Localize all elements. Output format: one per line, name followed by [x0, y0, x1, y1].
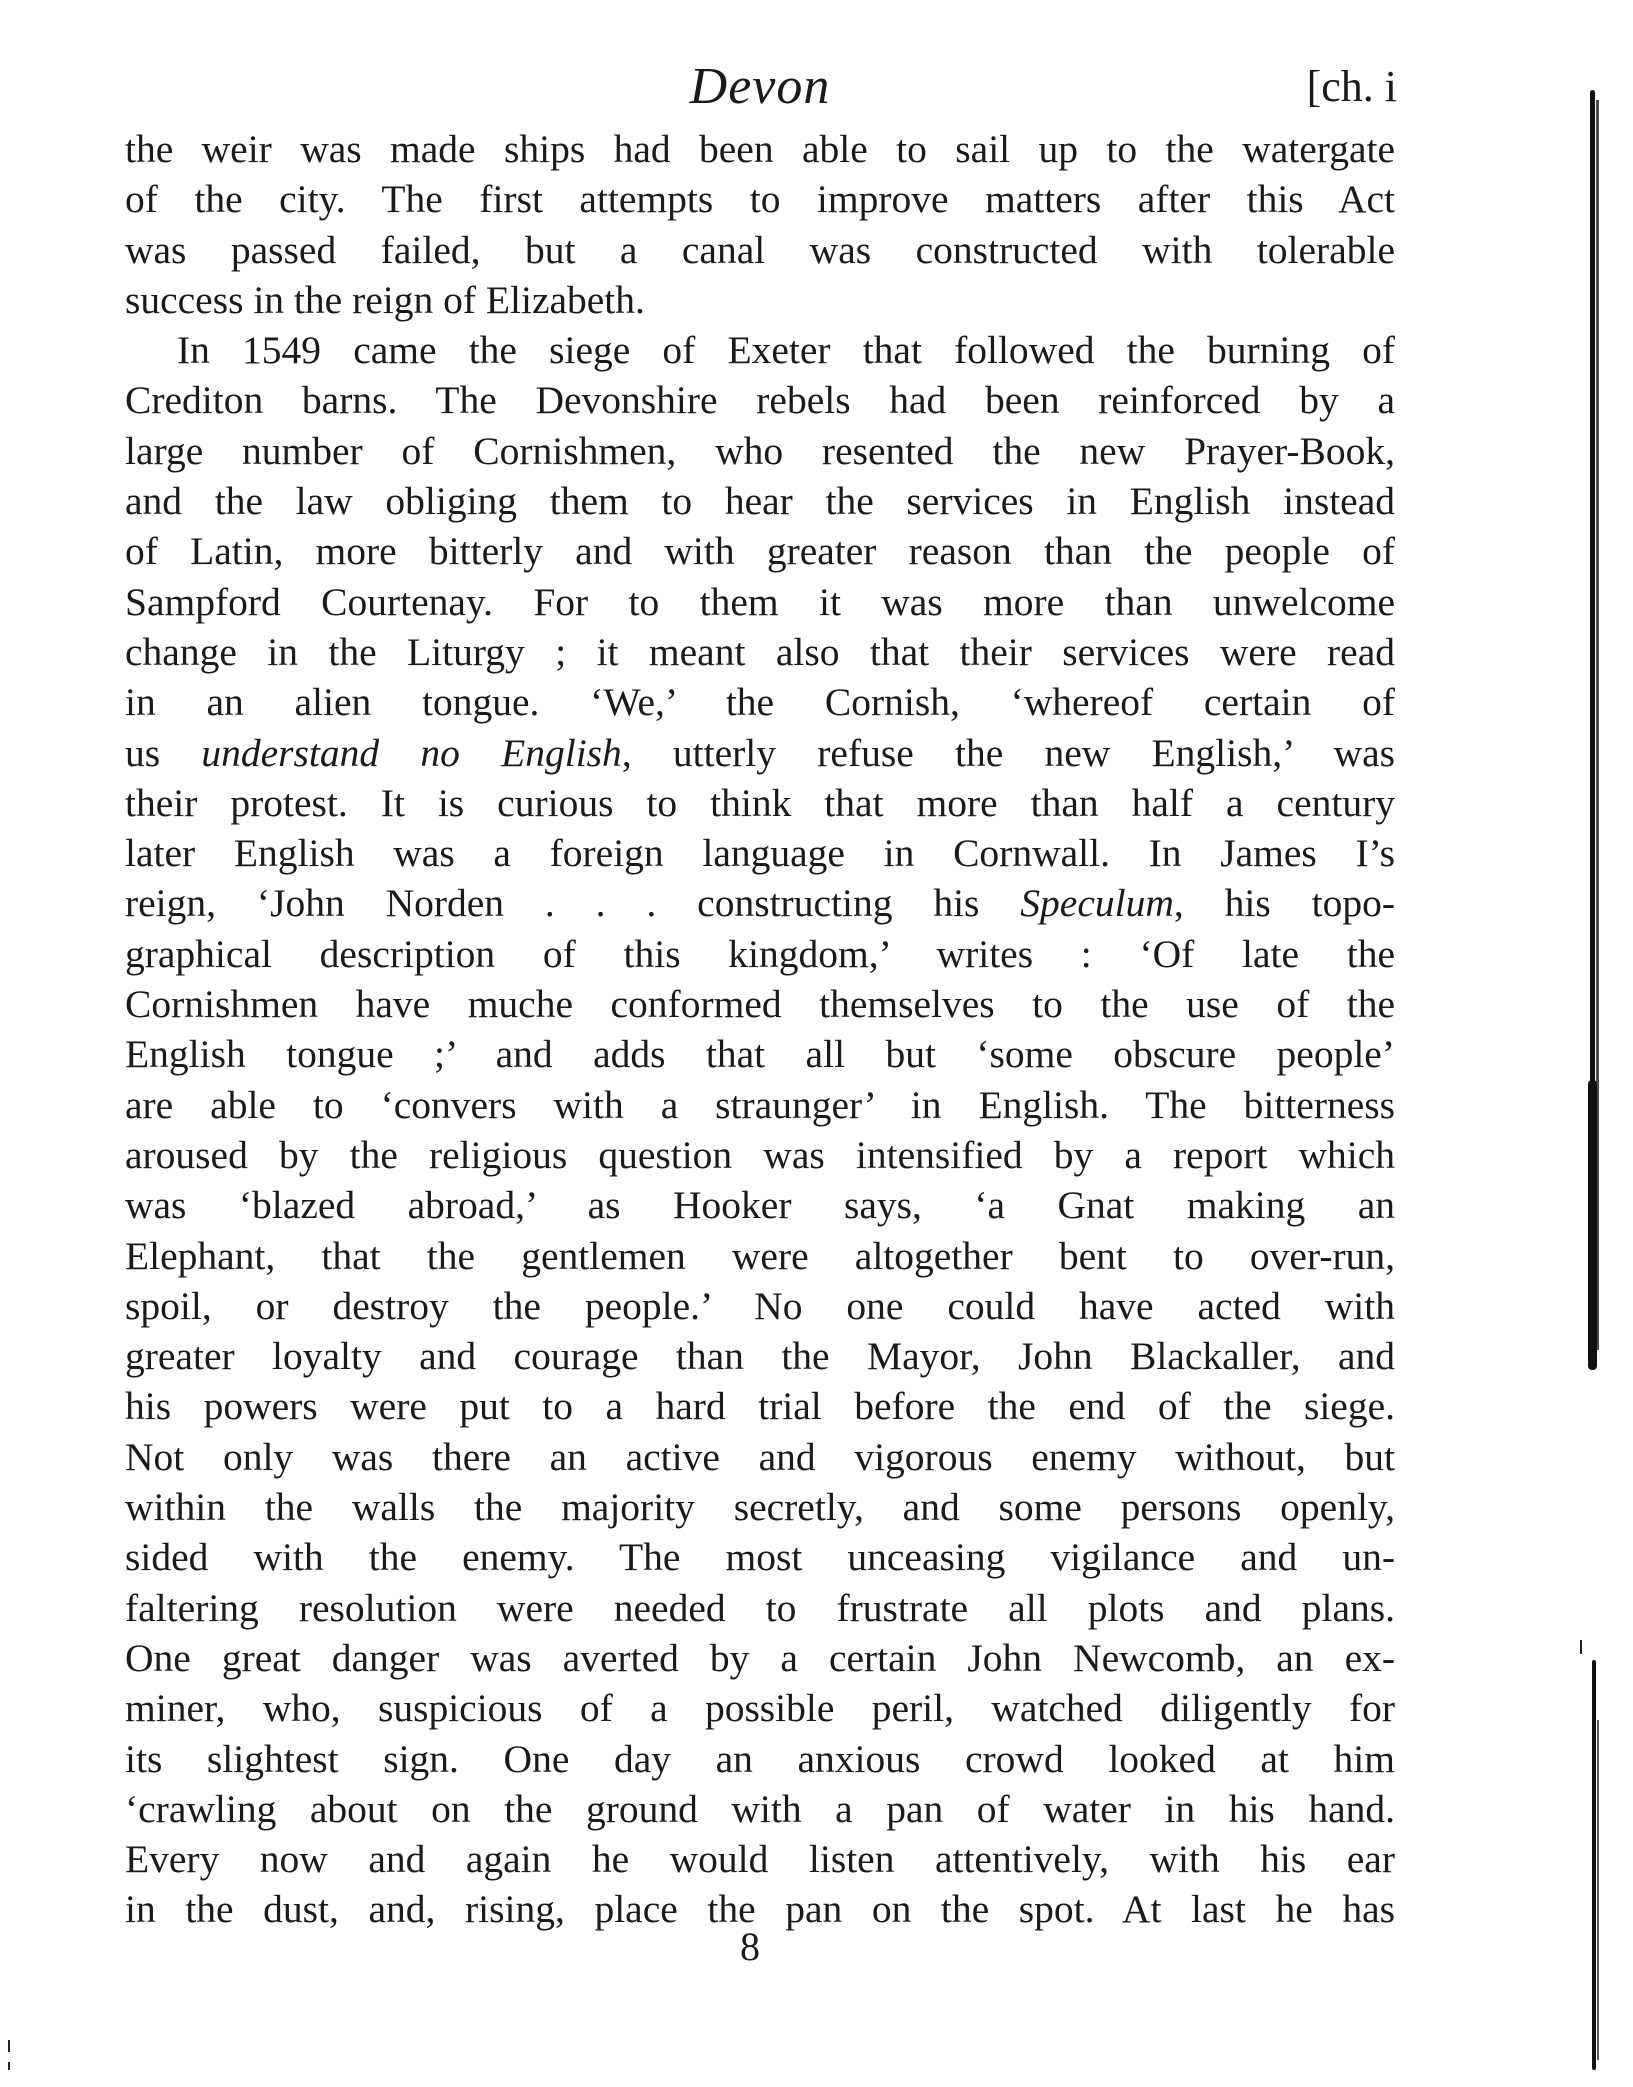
text-line: sided with the enemy. The most unceasing vigilance and un-: [125, 1535, 1395, 1580]
text-line: later English was a foreign language in Cornwall. In James I’s: [125, 831, 1395, 876]
page-edge-shadow: [1597, 1720, 1599, 2060]
chapter-reference: [ch. i: [1306, 62, 1397, 111]
text-line: Sampford Courtenay. For to them it was more than unwelcome: [125, 579, 1395, 624]
text-line: Every now and again he would listen attentively, with his ear: [125, 1837, 1395, 1882]
running-head: [125, 52, 1395, 122]
text-line: was ‘blazed abroad,’ as Hooker says, ‘a Gnat making an: [125, 1183, 1395, 1228]
text-line: aroused by the religious question was intensified by a report which: [125, 1132, 1395, 1177]
running-title: Devon: [689, 58, 831, 115]
page-edge-shadow: [1592, 1660, 1596, 2070]
text-line: Elephant, that the gentlemen were altogether bent to over-run,: [125, 1233, 1395, 1278]
text-line: One great danger was averted by a certain John Newcomb, an ex-: [125, 1635, 1395, 1680]
text-line: faltering resolution were needed to frustrate all plots and plans.: [125, 1585, 1395, 1630]
text-line: in the dust, and, rising, place the pan on the spot. At last he has: [125, 1887, 1395, 1932]
text-line: Cornishmen have muche conformed themselves to the use of the: [125, 982, 1395, 1027]
text-line: its slightest sign. One day an anxious crowd looked at him: [125, 1736, 1395, 1781]
text-line: large number of Cornishmen, who resented the new Prayer-Book,: [125, 428, 1395, 473]
text-line: was passed failed, but a canal was constructed with tolerable: [125, 227, 1395, 272]
text-line: of the city. The first attempts to improve matters after this Act: [125, 177, 1395, 222]
text-line: his powers were put to a hard trial before the end of the siege.: [125, 1384, 1395, 1429]
page-number: 8: [740, 1924, 760, 1969]
italic-phrase: Speculum: [1020, 881, 1174, 926]
text-line: Not only was there an active and vigorous enemy without, but: [125, 1434, 1395, 1479]
text-line: in an alien tongue. ‘We,’ the Cornish, ‘whereof certain of: [125, 680, 1395, 725]
text-line: greater loyalty and courage than the Mayor, John Blackaller, and: [125, 1334, 1395, 1379]
scan-speck: [8, 2040, 10, 2052]
text-line: success in the reign of Elizabeth.: [125, 277, 645, 322]
text-line: miner, who, suspicious of a possible peril, watched diligently for: [125, 1686, 1395, 1731]
text-line: are able to ‘convers with a straunger’ in English. The bitterness: [125, 1082, 1395, 1127]
text-line: change in the Liturgy ; it meant also that their services were read: [125, 629, 1395, 674]
text-line: us understand no English, utterly refuse the new English,’ was: [125, 730, 1395, 775]
text-line: ‘crawling about on the ground with a pan of water in his hand.: [125, 1786, 1395, 1831]
text-line: within the walls the majority secretly, and some persons openly,: [125, 1485, 1395, 1530]
scan-speck: [1580, 1640, 1582, 1654]
text-line: reign, ‘John Norden . . . constructing his Speculum, his topo-: [125, 881, 1395, 926]
italic-phrase: understand no English: [201, 730, 622, 775]
text-line: and the law obliging them to hear the services in English instead: [125, 479, 1395, 524]
text-line: the weir was made ships had been able to sail up to the watergate: [125, 127, 1395, 171]
text-line: In 1549 came the siege of Exeter that followed the burning of: [177, 328, 1395, 373]
scan-speck: [8, 2062, 10, 2070]
text-line: their protest. It is curious to think that more than half a century: [125, 780, 1395, 825]
text-line: of Latin, more bitterly and with greater reason than the people of: [125, 529, 1395, 574]
text-line: Crediton barns. The Devonshire rebels had been reinforced by a: [125, 378, 1395, 423]
body-text: [125, 124, 1395, 1935]
text-line: English tongue ;’ and adds that all but ‘some obscure people’: [125, 1032, 1395, 1077]
text-line: graphical description of this kingdom,’ writes : ‘Of late the: [125, 931, 1395, 976]
page-edge-shadow: [1588, 1080, 1597, 1370]
text-line: spoil, or destroy the people.’ No one could have acted with: [125, 1283, 1395, 1328]
